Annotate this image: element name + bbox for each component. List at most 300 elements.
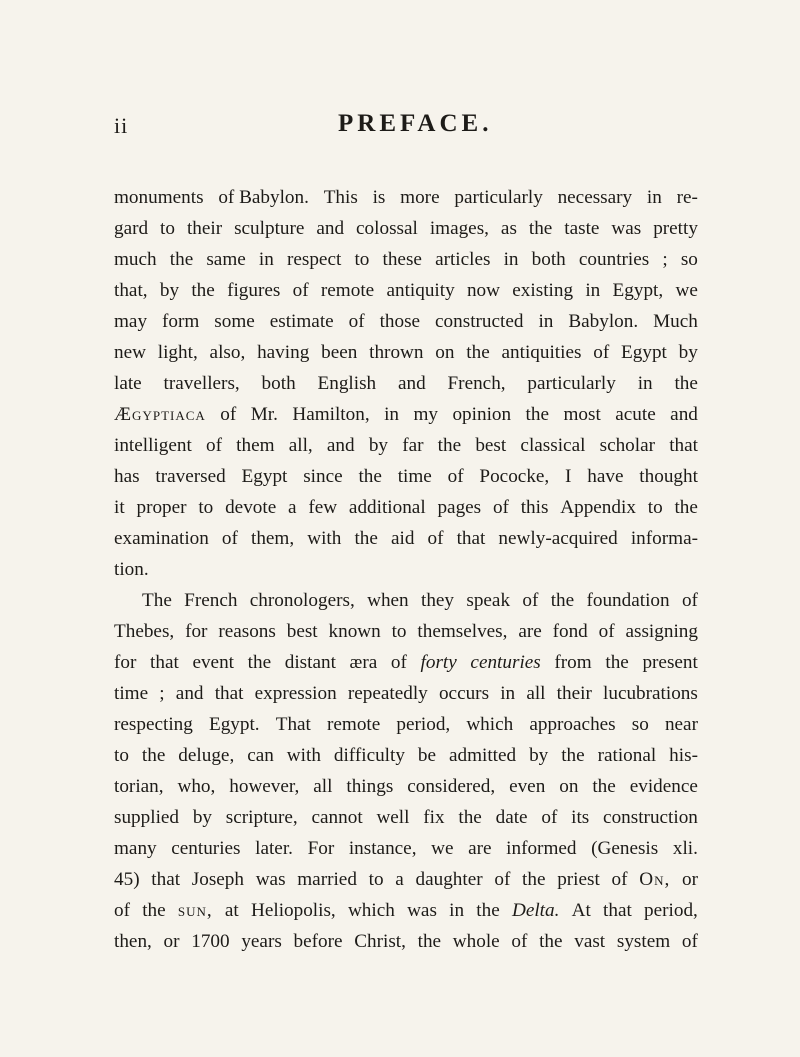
word: æra: [349, 652, 378, 673]
word: in: [585, 280, 601, 301]
word: travellers,: [163, 373, 240, 394]
word: to: [198, 497, 214, 518]
word: deluge,: [178, 745, 235, 766]
word: priest: [557, 869, 600, 890]
word: also,: [209, 342, 246, 363]
word: Heliopolis,: [250, 900, 336, 921]
word: assigning: [625, 621, 698, 642]
word: xli.: [672, 838, 698, 859]
word: known: [328, 621, 381, 642]
word: examination: [114, 528, 209, 549]
word: newly-acquired: [498, 528, 618, 549]
word: has: [114, 466, 140, 487]
text-line: [114, 709, 698, 740]
word: Babylon.: [568, 311, 639, 332]
word: some: [214, 311, 255, 332]
word: opinion: [452, 404, 512, 425]
word: having: [257, 342, 310, 363]
word: aid: [390, 528, 415, 549]
word: all,: [288, 435, 313, 456]
word: Hamilton,: [292, 404, 370, 425]
word: the: [458, 807, 482, 828]
word: admitted: [448, 745, 517, 766]
word: in: [258, 249, 274, 270]
text-line: [114, 492, 698, 523]
word: at: [224, 900, 239, 921]
word: the: [522, 869, 546, 890]
word: and: [175, 683, 204, 704]
word: figures: [227, 280, 281, 301]
word: distant: [284, 652, 336, 673]
word: who,: [177, 776, 216, 797]
word: same: [206, 249, 246, 270]
word: to: [114, 745, 129, 766]
word: so: [631, 714, 649, 735]
word: considered,: [407, 776, 496, 797]
word: have: [587, 466, 624, 487]
word: in: [646, 187, 662, 208]
word: I: [565, 466, 572, 487]
word: cannot: [311, 807, 363, 828]
word: of: [511, 931, 528, 952]
word: the: [247, 652, 272, 673]
word: Much: [653, 311, 698, 332]
word: gard: [114, 218, 149, 239]
word: by: [678, 342, 698, 363]
word: informed: [506, 838, 577, 859]
word: both: [261, 373, 296, 394]
word: of: [681, 590, 698, 611]
word: approaches: [529, 714, 616, 735]
word: ;: [662, 249, 668, 270]
word: daughter: [415, 869, 483, 890]
word: was: [611, 218, 642, 239]
word: the: [561, 745, 585, 766]
word: late: [114, 373, 142, 394]
word: sculpture: [234, 218, 305, 239]
word: the: [550, 590, 575, 611]
word: far: [402, 435, 424, 456]
word: of: [522, 590, 539, 611]
body-text: [114, 182, 698, 957]
word: evidence: [629, 776, 698, 797]
word: traversed: [155, 466, 226, 487]
word: Pococke,: [479, 466, 550, 487]
word: his-: [669, 745, 698, 766]
word: particularly: [454, 187, 543, 208]
word: to: [354, 249, 370, 270]
word: married: [297, 869, 357, 890]
word: event: [192, 652, 234, 673]
text-line: [114, 182, 698, 213]
text-line: [114, 399, 698, 430]
text-line: [114, 926, 698, 957]
word: those: [379, 311, 421, 332]
word: difficulty: [333, 745, 405, 766]
word: Egypt.: [208, 714, 260, 735]
word: that: [456, 528, 486, 549]
word: the: [466, 342, 490, 363]
word: French: [184, 590, 238, 611]
word: many: [114, 838, 157, 859]
word: was: [255, 869, 286, 890]
word: the: [169, 249, 194, 270]
word: the: [191, 280, 215, 301]
word: more: [400, 187, 440, 208]
word: period,: [644, 900, 698, 921]
word: intelligent: [114, 435, 192, 456]
word: now: [466, 280, 500, 301]
word: antiquities: [501, 342, 582, 363]
word: existing: [512, 280, 574, 301]
word: that: [669, 435, 698, 456]
word: The: [142, 590, 172, 611]
word: Delta.: [511, 900, 560, 921]
word: date: [495, 807, 528, 828]
word: of: [541, 807, 558, 828]
word: the: [141, 745, 166, 766]
text-line: [114, 430, 698, 461]
word: are: [468, 838, 492, 859]
word: vast: [574, 931, 606, 952]
word: respect: [286, 249, 342, 270]
word: later.: [255, 838, 293, 859]
word: with: [307, 528, 342, 549]
word: with: [286, 745, 321, 766]
word: are: [518, 621, 542, 642]
word: of: [598, 621, 615, 642]
word: taste: [564, 218, 600, 239]
word: and: [670, 404, 698, 425]
word: That: [275, 714, 311, 735]
word: to: [160, 218, 175, 239]
text-line: [114, 337, 698, 368]
word: is: [372, 187, 386, 208]
word: pretty: [653, 218, 698, 239]
word: my: [413, 404, 438, 425]
word: light,: [157, 342, 198, 363]
word: since: [303, 466, 343, 487]
word: well: [376, 807, 410, 828]
word: when: [367, 590, 409, 611]
word: system: [616, 931, 671, 952]
word: rational: [597, 745, 657, 766]
word: occurs: [438, 683, 490, 704]
word: new: [114, 342, 146, 363]
word: however,: [229, 776, 300, 797]
word: re-: [676, 187, 698, 208]
word: estimate: [269, 311, 334, 332]
word: by: [192, 807, 212, 828]
word: time: [397, 466, 432, 487]
text-line: [114, 740, 698, 771]
word: thrown: [369, 342, 424, 363]
word: themselves,: [417, 621, 508, 642]
word: whole: [452, 931, 500, 952]
word: its: [571, 807, 590, 828]
word: even: [509, 776, 546, 797]
word: the: [525, 404, 549, 425]
word: thought: [639, 466, 698, 487]
word: torian,: [114, 776, 164, 797]
word: we: [675, 280, 698, 301]
word: the: [528, 218, 553, 239]
word: before: [293, 931, 343, 952]
word: near: [664, 714, 698, 735]
word: both: [531, 249, 566, 270]
word: the: [592, 776, 616, 797]
word: and: [397, 373, 426, 394]
word: the: [354, 528, 378, 549]
word: the: [539, 931, 563, 952]
word: of Babylon.: [218, 187, 309, 208]
word: time: [114, 683, 149, 704]
word: the: [417, 931, 442, 952]
word: articles: [435, 249, 491, 270]
word: centuries: [470, 652, 541, 673]
word: then,: [114, 931, 152, 952]
word: to: [368, 869, 384, 890]
word: them: [236, 435, 275, 456]
word: of: [492, 497, 509, 518]
text-line: [114, 771, 698, 802]
word: 45): [114, 869, 140, 890]
word: Egypt,: [612, 280, 664, 301]
word: On,: [639, 869, 671, 890]
word: Mr.: [250, 404, 278, 425]
word: Christ,: [354, 931, 406, 952]
word: speak: [466, 590, 511, 611]
page-header: [0, 110, 800, 150]
text-line: [114, 864, 698, 895]
word: of: [427, 528, 444, 549]
word: of: [681, 931, 698, 952]
word: For: [307, 838, 335, 859]
word: of: [494, 869, 511, 890]
page-number: ii: [114, 113, 129, 138]
word: period,: [396, 714, 451, 735]
word: on: [435, 342, 455, 363]
word: that: [150, 652, 179, 673]
word: or: [681, 869, 698, 890]
text-line: [114, 678, 698, 709]
text-line: [114, 585, 698, 616]
word: for: [114, 652, 137, 673]
word: repeatedly: [347, 683, 428, 704]
word: in: [503, 249, 519, 270]
word: antiquity: [386, 280, 455, 301]
word: the: [674, 497, 698, 518]
word: all: [313, 776, 333, 797]
text-line: [114, 895, 698, 926]
word: chronologers,: [249, 590, 355, 611]
text-line: [114, 275, 698, 306]
word: by: [529, 745, 549, 766]
word: classical: [520, 435, 586, 456]
word: can: [247, 745, 274, 766]
word: may: [114, 311, 148, 332]
word: their: [186, 218, 223, 239]
word: in: [384, 404, 400, 425]
text-line: [114, 833, 698, 864]
word: the: [358, 466, 382, 487]
word: Egypt: [621, 342, 667, 363]
word: much: [114, 249, 157, 270]
word: in: [449, 900, 465, 921]
word: constructed: [435, 311, 524, 332]
word: Appendix: [560, 497, 636, 518]
word: remote: [320, 280, 375, 301]
word: from: [554, 652, 592, 673]
word: of: [206, 435, 222, 456]
text-line: [114, 213, 698, 244]
word: this: [520, 497, 549, 518]
word: of: [221, 528, 238, 549]
text-line: [114, 244, 698, 275]
word: so: [680, 249, 698, 270]
word: it: [114, 497, 125, 518]
word: necessary: [557, 187, 633, 208]
text-line: [114, 554, 698, 585]
word: by: [368, 435, 388, 456]
word: of: [593, 342, 610, 363]
text-line: [114, 306, 698, 337]
word: to: [391, 621, 407, 642]
word: scripture,: [225, 807, 298, 828]
word: a: [395, 869, 404, 890]
word: and: [316, 218, 345, 239]
word: fix: [423, 807, 445, 828]
word: centuries: [171, 838, 241, 859]
word: scholar: [599, 435, 656, 456]
text-line: [114, 523, 698, 554]
word: colossal: [356, 218, 418, 239]
word: (Genesis: [591, 838, 659, 859]
word: of: [220, 404, 237, 425]
word: fond: [552, 621, 588, 642]
word: particularly: [527, 373, 616, 394]
text-line: [114, 802, 698, 833]
word: in: [500, 683, 516, 704]
word: things: [346, 776, 394, 797]
word: This: [323, 187, 358, 208]
word: At: [571, 900, 591, 921]
word: monuments: [114, 187, 204, 208]
word: of: [292, 280, 309, 301]
text-line: [114, 461, 698, 492]
word: years: [241, 931, 282, 952]
word: 1700: [191, 931, 230, 952]
text-line: [114, 647, 698, 678]
word: Ægyptiaca: [114, 404, 206, 425]
word: on: [559, 776, 579, 797]
word: the: [674, 373, 698, 394]
word: present: [642, 652, 698, 673]
word: of: [348, 311, 365, 332]
word: these: [382, 249, 422, 270]
word: Joseph: [191, 869, 244, 890]
word: instance,: [348, 838, 417, 859]
word: most: [563, 404, 601, 425]
word: we: [431, 838, 454, 859]
word: be: [417, 745, 437, 766]
word: in: [538, 311, 554, 332]
word: devote: [225, 497, 277, 518]
word: pages: [437, 497, 482, 518]
word: that: [214, 683, 244, 704]
word: for: [185, 621, 208, 642]
word: of: [114, 900, 130, 921]
word: Egypt: [241, 466, 288, 487]
word: remote: [327, 714, 381, 735]
word: images,: [429, 218, 489, 239]
word: all: [526, 683, 546, 704]
word: that: [151, 869, 181, 890]
text-line: [114, 616, 698, 647]
word: which: [466, 714, 514, 735]
word: the: [142, 900, 166, 921]
word: the: [476, 900, 500, 921]
word: their: [556, 683, 592, 704]
word: sun,: [177, 900, 213, 921]
word: in: [637, 373, 653, 394]
word: foundation: [586, 590, 670, 611]
word: lucubrations: [603, 683, 698, 704]
word: which: [347, 900, 395, 921]
word: forty: [420, 652, 457, 673]
word: of: [447, 466, 464, 487]
word: been: [321, 342, 358, 363]
word: English: [317, 373, 377, 394]
word: French,: [447, 373, 506, 394]
word: Thebes,: [114, 621, 175, 642]
text-line: [114, 368, 698, 399]
word: best: [475, 435, 507, 456]
word: was: [407, 900, 437, 921]
word: by: [159, 280, 180, 301]
word: that,: [114, 280, 148, 301]
word: as: [500, 218, 517, 239]
word: best: [286, 621, 318, 642]
word: few: [308, 497, 338, 518]
word: of: [611, 869, 628, 890]
word: the: [437, 435, 462, 456]
running-head-title: PREFACE.: [338, 110, 493, 137]
word: ;: [159, 683, 165, 704]
word: countries: [578, 249, 650, 270]
word: the: [605, 652, 629, 673]
word: form: [162, 311, 200, 332]
word: tion.: [114, 559, 149, 580]
word: to: [647, 497, 663, 518]
word: construction: [603, 807, 698, 828]
word: and: [326, 435, 355, 456]
word: expression: [254, 683, 337, 704]
word: or: [163, 931, 180, 952]
word: proper: [136, 497, 187, 518]
word: they: [420, 590, 455, 611]
word: respecting: [114, 714, 193, 735]
word: them,: [250, 528, 295, 549]
word: reasons: [218, 621, 276, 642]
word: additional: [348, 497, 426, 518]
word: a: [288, 497, 297, 518]
word: acute: [615, 404, 656, 425]
word: of: [390, 652, 407, 673]
word: supplied: [114, 807, 180, 828]
word: informa-: [630, 528, 698, 549]
word: that: [603, 900, 632, 921]
